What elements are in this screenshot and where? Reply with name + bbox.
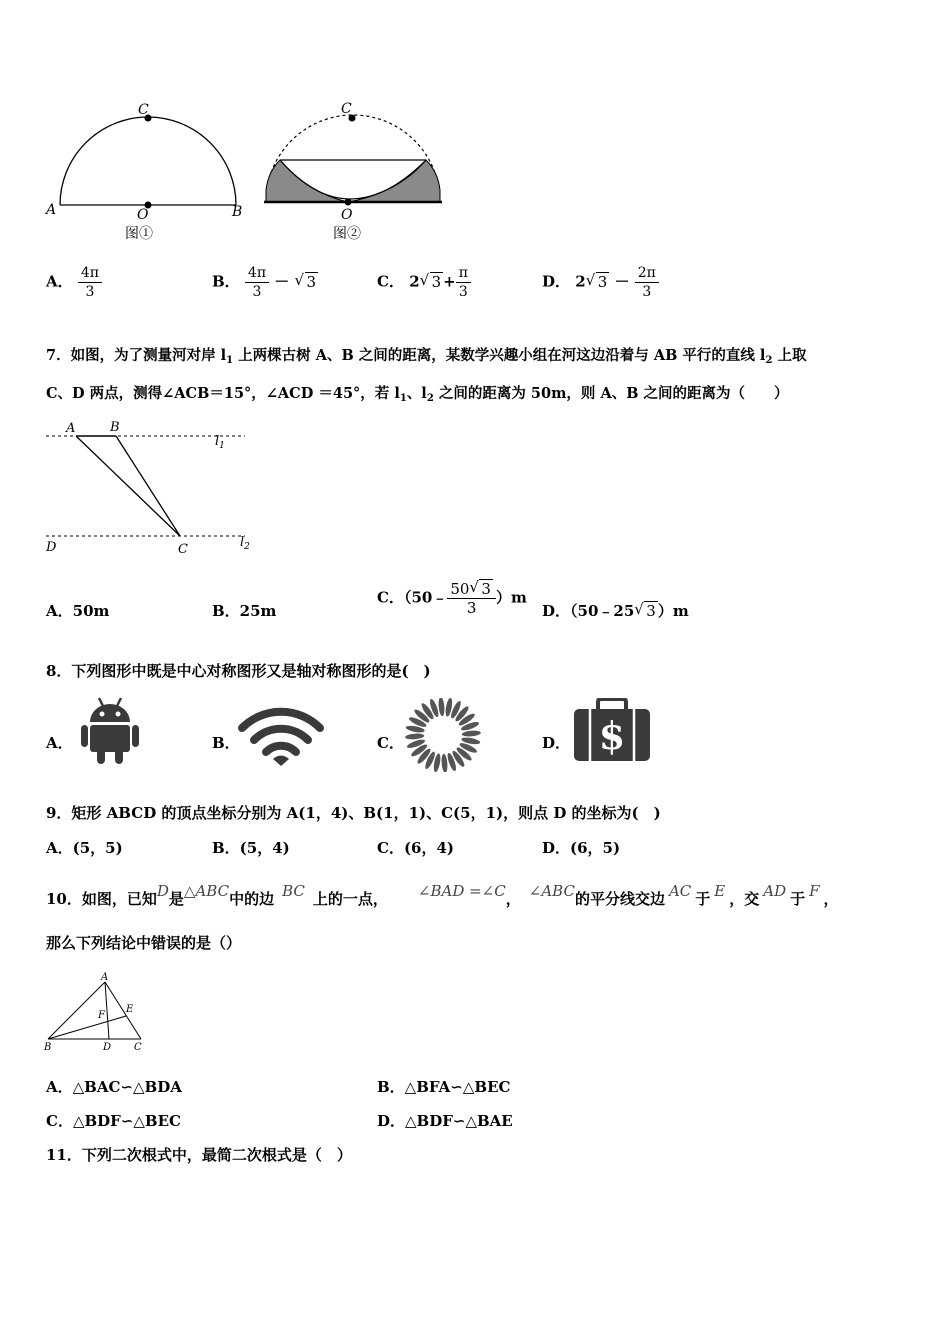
q8-option-d[interactable]: D． bbox=[542, 734, 571, 752]
label-l1: $l_1$ bbox=[215, 434, 225, 451]
label-f: F bbox=[98, 1010, 105, 1021]
q6-option-b[interactable] bbox=[212, 264, 318, 301]
coefficient: 50 bbox=[450, 580, 470, 598]
q7-option-d[interactable] bbox=[542, 600, 689, 621]
q7-option-b[interactable]: B．25m bbox=[212, 602, 277, 620]
fraction bbox=[78, 264, 102, 301]
q10-question-line-2: 那么下列结论中错误的是（） bbox=[46, 934, 242, 952]
q7-figure bbox=[40, 415, 270, 565]
q10-option-b[interactable]: B．△BFA∽△BEC bbox=[377, 1078, 511, 1096]
denominator: 3 bbox=[458, 284, 468, 300]
numerator: 4π bbox=[78, 264, 102, 283]
radicand: 3 bbox=[481, 580, 491, 598]
sqrt bbox=[634, 602, 658, 620]
math: D bbox=[156, 882, 169, 900]
math: △ABC bbox=[183, 882, 230, 900]
sunburst-petal bbox=[404, 733, 424, 740]
label-a: A bbox=[66, 421, 76, 436]
fraction bbox=[245, 264, 269, 301]
label-c: C bbox=[134, 1042, 142, 1053]
radicand: 3 bbox=[597, 272, 608, 291]
label-d: D bbox=[103, 1042, 112, 1053]
sqrt bbox=[586, 273, 610, 291]
q6-option-d[interactable] bbox=[542, 264, 659, 301]
q9-option-c[interactable]: C．(6，4) bbox=[377, 839, 455, 857]
label-c: C bbox=[138, 102, 149, 118]
text: 7．如图，为了测量河对岸 l bbox=[46, 347, 227, 364]
text: 10．如图，已知 bbox=[46, 890, 157, 908]
segment-bc bbox=[116, 436, 180, 536]
operator: － bbox=[274, 272, 290, 291]
q10-question-line-1 bbox=[46, 872, 839, 918]
q6-figure-1 bbox=[40, 98, 250, 248]
text: 是 bbox=[168, 890, 184, 908]
q10-figure bbox=[42, 972, 152, 1058]
text: ， bbox=[505, 890, 521, 908]
q11-question: 11．下列二次根式中，最简二次根式是（ ） bbox=[46, 1146, 352, 1164]
label-o: O bbox=[341, 207, 353, 223]
math: ∠ABC bbox=[528, 882, 575, 900]
option-label: C．（50﹣ bbox=[377, 588, 448, 607]
text: 上两棵古树 A、B 之间的距离，某数学兴趣小组在河这边沿着与 AB 平行的直线 l bbox=[233, 347, 766, 364]
sunburst-petal bbox=[441, 753, 448, 772]
text: 上的一点， bbox=[312, 890, 388, 908]
math: BC bbox=[282, 882, 305, 900]
text: ， bbox=[823, 890, 839, 908]
radicand: 3 bbox=[646, 602, 656, 620]
subscript: 1 bbox=[399, 393, 407, 404]
figure-caption: 图① bbox=[125, 226, 153, 242]
math: AC bbox=[668, 882, 692, 900]
fraction bbox=[447, 580, 496, 617]
subscript: 2 bbox=[426, 393, 434, 404]
q9-option-d[interactable]: D．(6，5) bbox=[542, 839, 621, 857]
android-icon bbox=[80, 696, 140, 766]
q8-option-c[interactable]: C． bbox=[377, 734, 404, 752]
q9-question: 9．矩形 ABCD 的顶点坐标分别为 A(1，4)、B(1，1)、C(5，1)，则点 D 的坐标为( ) bbox=[46, 804, 661, 822]
q9-option-b[interactable]: B．(5，4) bbox=[212, 839, 290, 857]
subscript: 2 bbox=[765, 355, 773, 366]
option-tail: ）m bbox=[657, 602, 689, 620]
fraction bbox=[456, 264, 471, 301]
subscript: 1 bbox=[226, 355, 234, 366]
label-c: C bbox=[178, 542, 188, 557]
denominator: 3 bbox=[85, 284, 95, 300]
sunburst-icon bbox=[403, 698, 483, 772]
segment-ac bbox=[76, 436, 180, 536]
svg-text:$: $ bbox=[598, 713, 626, 758]
denominator: 3 bbox=[252, 284, 262, 300]
text: 之间的距离为 50m，则 A、B 之间的距离为（ ） bbox=[433, 385, 789, 402]
radicand: 3 bbox=[431, 272, 442, 291]
shaded-region-left bbox=[266, 160, 348, 202]
numerator bbox=[447, 580, 496, 599]
option-label: D．（50﹣25 bbox=[542, 602, 635, 620]
q9-option-a[interactable]: A．(5，5) bbox=[46, 839, 123, 857]
q6-figure-2 bbox=[258, 98, 458, 248]
q8-option-b[interactable]: B． bbox=[212, 734, 240, 752]
option-label: A． bbox=[46, 272, 73, 291]
label-c: C bbox=[341, 101, 352, 117]
option-tail: ）m bbox=[495, 588, 527, 607]
option-label: B． bbox=[212, 272, 240, 291]
sqrt bbox=[469, 580, 493, 598]
q7-option-a[interactable]: A．50m bbox=[46, 602, 110, 620]
q7-option-c[interactable] bbox=[377, 580, 527, 617]
label-b: B bbox=[232, 204, 243, 220]
text: 于 bbox=[790, 890, 806, 908]
money-bag-icon bbox=[572, 698, 652, 764]
shaded-region-right bbox=[348, 160, 440, 202]
label-d: D bbox=[46, 540, 57, 555]
denominator: 3 bbox=[642, 284, 652, 300]
figure-caption: 图② bbox=[333, 226, 361, 242]
coefficient: 2 bbox=[409, 272, 420, 291]
q6-option-a[interactable] bbox=[46, 264, 102, 301]
option-label: C． bbox=[377, 272, 404, 291]
denominator: 3 bbox=[466, 599, 477, 617]
text: 中的边 bbox=[229, 890, 275, 908]
math: AD bbox=[763, 882, 787, 900]
radicand: 3 bbox=[306, 272, 317, 291]
q10-option-d[interactable]: D．△BDF∽△BAE bbox=[377, 1112, 513, 1130]
label-a: A bbox=[46, 202, 57, 218]
q10-option-a[interactable]: A．△BAC∽△BDA bbox=[46, 1078, 182, 1096]
q7-question-line-1 bbox=[46, 344, 806, 366]
numerator: π bbox=[456, 264, 471, 283]
operator: － bbox=[614, 272, 630, 291]
sqrt bbox=[295, 273, 319, 291]
text: 、l bbox=[406, 385, 427, 402]
q6-option-c[interactable] bbox=[377, 264, 471, 301]
coefficient: 2 bbox=[575, 272, 586, 291]
label-o: O bbox=[137, 207, 149, 223]
text: 于 bbox=[695, 890, 711, 908]
label-e: E bbox=[126, 1004, 134, 1015]
label-b: B bbox=[44, 1042, 52, 1053]
text: 上取 bbox=[772, 347, 807, 364]
semicircle-arc bbox=[60, 117, 236, 205]
sunburst-petal bbox=[438, 698, 445, 717]
point-o bbox=[345, 199, 352, 206]
q8-option-a[interactable]: A． bbox=[46, 734, 73, 752]
q7-question-line-2 bbox=[46, 382, 789, 404]
text: 的平分线交边 bbox=[574, 890, 665, 908]
label-l2: $l_2$ bbox=[240, 535, 250, 552]
q10-option-c[interactable]: C．△BDF∽△BEC bbox=[46, 1112, 181, 1130]
math: F bbox=[809, 882, 820, 900]
text: ，交 bbox=[729, 890, 760, 908]
math: E bbox=[714, 882, 726, 900]
option-label: D． bbox=[542, 272, 571, 291]
sqrt bbox=[420, 273, 444, 291]
math: ∠BAD =∠C bbox=[417, 882, 506, 900]
q8-question: 8．下列图形中既是中心对称图形又是轴对称图形的是( ) bbox=[46, 662, 431, 680]
fraction bbox=[635, 264, 659, 301]
label-a: A bbox=[101, 972, 109, 983]
wifi-icon bbox=[238, 702, 324, 768]
numerator: 4π bbox=[245, 264, 269, 283]
sunburst-petal bbox=[461, 730, 481, 737]
label-b: B bbox=[110, 420, 120, 435]
numerator: 2π bbox=[635, 264, 659, 283]
text: C、D 两点，测得∠ACB＝15°，∠ACD ＝45°，若 l bbox=[46, 385, 400, 402]
operator: + bbox=[443, 272, 456, 291]
